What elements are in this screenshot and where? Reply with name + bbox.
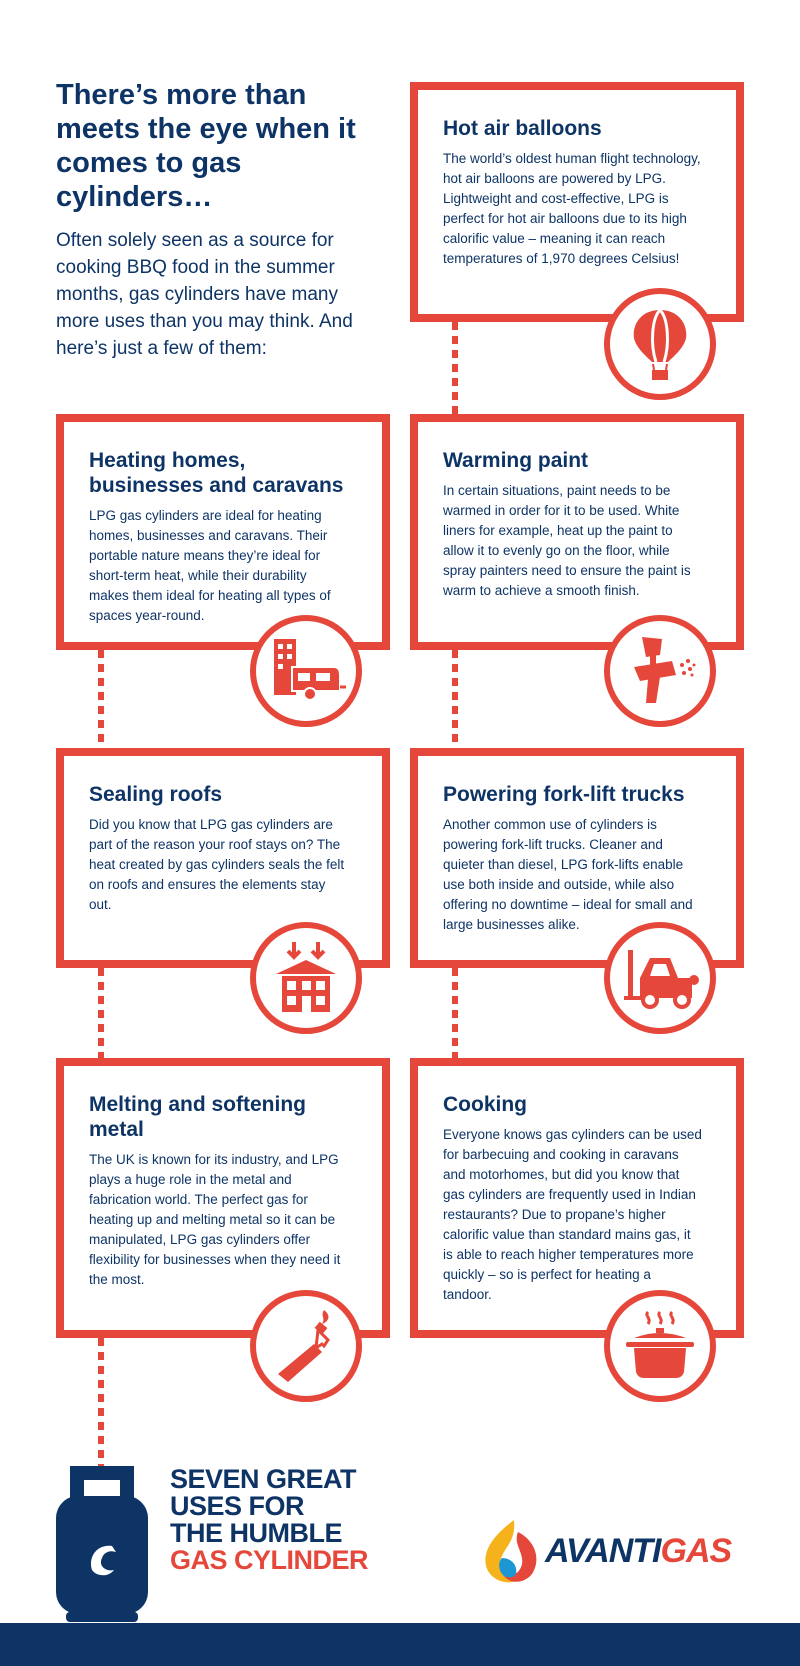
card-title: Warming paint (443, 449, 589, 472)
footer-band (0, 1623, 800, 1666)
card-title: Melting and softening metal (89, 1093, 306, 1141)
connector-dots (452, 650, 458, 748)
card-melting-metal (56, 1058, 390, 1338)
card-hot-air-balloons (410, 82, 744, 322)
card-title: Cooking (443, 1093, 527, 1116)
card-body: Did you know that LPG gas cylinders are part of the reason your roof stays on? The heat created by gas cylinders seals the felt on roofs and ensures the elements stay out. (89, 817, 345, 912)
hot-air-balloon-icon (604, 288, 716, 400)
house-roof-icon (250, 922, 362, 1034)
card-title: Sealing roofs (89, 783, 223, 806)
gas-cylinder-icon (56, 1466, 148, 1626)
card-heating-homes (56, 414, 390, 650)
tagline-line: USES FOR (170, 1491, 305, 1521)
logo-part: AVANTI (545, 1532, 661, 1570)
card-title: Heating homes, businesses and caravans (89, 449, 344, 497)
card-cooking (410, 1058, 744, 1338)
flame-logo-icon (480, 1518, 542, 1588)
tagline-line: THE HUMBLE (170, 1518, 342, 1548)
connector-dots (452, 322, 458, 414)
tagline-line: GAS CYLINDER (170, 1545, 369, 1575)
page-title: There’s more than meets the eye when it comes to gas cylinders… (56, 79, 356, 213)
card-body: The world’s oldest human flight technology, hot air balloons are powered by LPG. Lightweight and cost-effective, LPG is perfect for hot air balloons due to its high calorific value – meaning it can reach temperatures of 1,970 degrees Celsius! (443, 151, 701, 266)
logo-wordmark (545, 1532, 731, 1571)
tagline-line: SEVEN GREAT (170, 1464, 357, 1494)
cooking-pot-icon (604, 1290, 716, 1402)
spray-gun-icon (604, 615, 716, 727)
card-body: The UK is known for its industry, and LPG plays a huge role in the metal and fabrication world. The perfect gas for heating up and melting metal so it can be manipulated, LPG gas cylinders offer flexibility for businesses when they need it the most. (89, 1152, 341, 1287)
blowtorch-icon (250, 1290, 362, 1402)
card-body: Another common use of cylinders is powering fork-lift trucks. Cleaner and quieter than diesel, LPG fork-lifts enable use both inside and outside, while also offering no downtime – ideal for small and large businesses alike. (443, 817, 693, 932)
building-caravan-icon (250, 615, 362, 727)
card-body: Everyone knows gas cylinders can be used for barbecuing and cooking in caravans and motorhomes, but did you know that gas cylinders are frequently used in Indian restaurants? Due to propane’s higher calorific value than standard mains gas, it is able to reach higher temperatures more quickly – so is perfect for heating a tandoor. (443, 1127, 702, 1302)
tagline (170, 1466, 400, 1574)
forklift-icon (604, 922, 716, 1034)
card-warming-paint (410, 414, 744, 650)
card-title: Powering fork-lift trucks (443, 783, 685, 806)
card-title: Hot air balloons (443, 117, 602, 140)
connector-dots (98, 1338, 104, 1470)
logo-part: GAS (660, 1532, 732, 1570)
connector-dots (98, 650, 104, 748)
card-body: LPG gas cylinders are ideal for heating homes, businesses and caravans. Their portable nature means they’re ideal for short-term heat, while their durability makes them ideal for heating all types of spaces year-round. (89, 508, 331, 623)
card-body: In certain situations, paint needs to be warmed in order for it to be used. White liners for example, heat up the paint to allow it to evenly go on the floor, while spray painters need to ensure the paint is warm to achieve a smooth finish. (443, 483, 691, 598)
connector-dots (98, 968, 104, 1058)
intro-text: Often solely seen as a source for cooking BBQ food in the summer months, gas cylinders have many more uses than you may think. And here’s just a few of them: (56, 230, 353, 359)
connector-dots (452, 968, 458, 1058)
